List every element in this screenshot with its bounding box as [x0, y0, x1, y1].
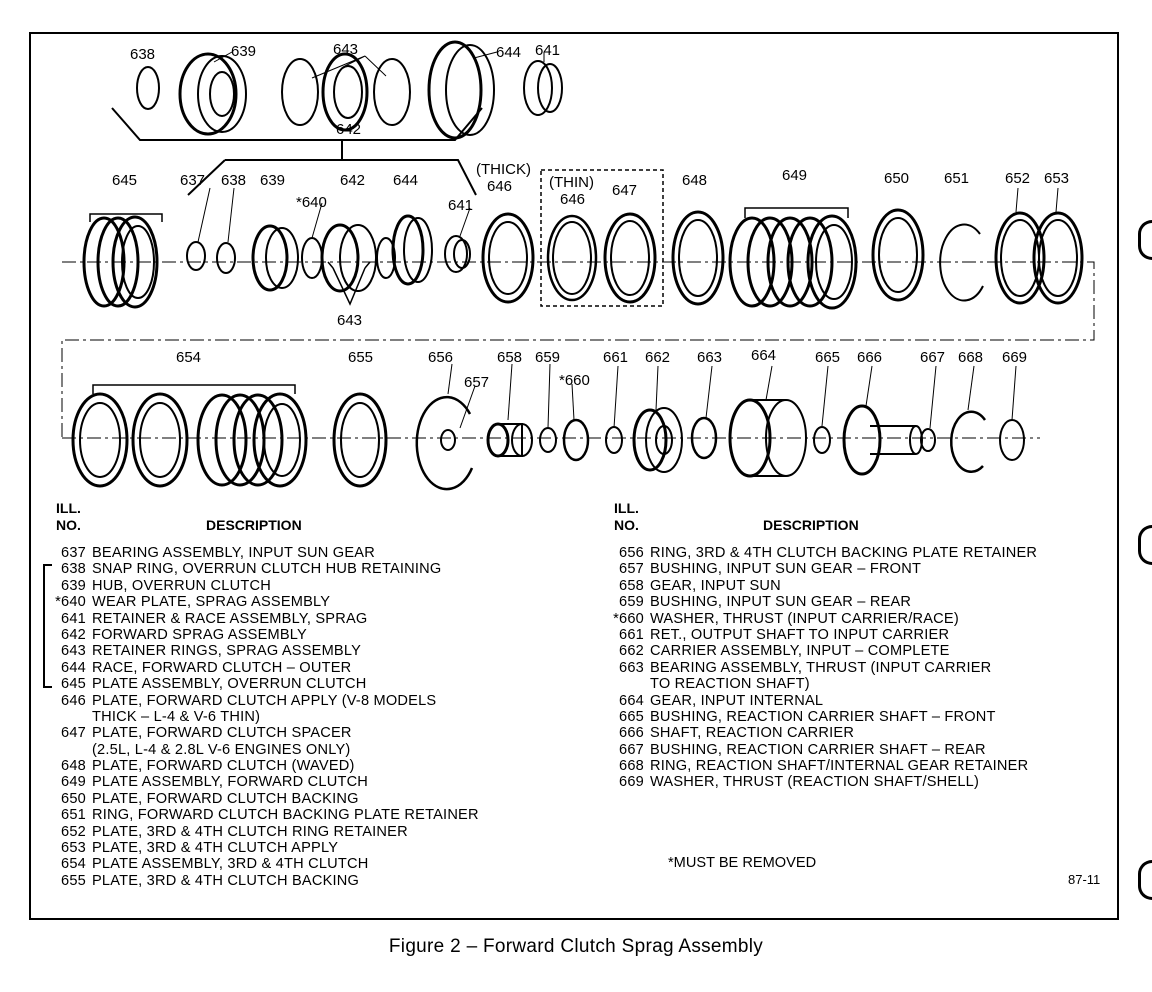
legend-number: 666 — [619, 725, 644, 742]
legend-row — [42, 660, 479, 676]
label-666: 666 — [857, 349, 883, 366]
legend-description: PLATE, FORWARD CLUTCH APPLY (V-8 MODELS — [92, 692, 437, 709]
label-655: 655 — [348, 349, 374, 366]
legend-row — [600, 693, 1037, 709]
legend-row — [600, 594, 1037, 610]
ring-656 — [417, 397, 472, 489]
label-641: 641 — [448, 197, 474, 214]
label-654: 654 — [176, 349, 202, 366]
legend-number: 644 — [61, 659, 86, 676]
legend-row — [600, 660, 1037, 676]
legend-row — [600, 643, 1037, 659]
label-646-thin: 646 — [560, 191, 586, 208]
legend-description: PLATE ASSEMBLY, 3RD & 4TH CLUTCH — [92, 856, 369, 873]
legend-row — [42, 840, 479, 856]
legend-description: WASHER, THRUST (REACTION SHAFT/SHELL) — [650, 774, 980, 791]
legend-left-no: NO. — [56, 517, 81, 533]
label-639-top: 639 — [231, 43, 257, 60]
label-642: 642 — [340, 172, 366, 189]
race-644 — [393, 216, 432, 284]
snap-ring-638 — [217, 243, 235, 273]
legend-row — [42, 742, 479, 758]
label-638-top: 638 — [130, 46, 156, 63]
legend-row — [600, 758, 1037, 774]
legend-row — [42, 676, 479, 692]
label-643-top: 643 — [333, 41, 359, 58]
label-641-top: 641 — [535, 42, 561, 59]
legend-row — [600, 742, 1037, 758]
label-642-top: 642 — [336, 121, 362, 138]
plate-650 — [873, 210, 923, 300]
legend-row — [42, 758, 479, 774]
legend-number: 663 — [619, 659, 644, 676]
legend-row — [600, 545, 1037, 561]
legend-row — [42, 791, 479, 807]
legend-number: 656 — [619, 545, 644, 561]
hub-639-top — [180, 54, 246, 134]
label-644-top: 644 — [496, 44, 522, 61]
legend-description: PLATE, FORWARD CLUTCH SPACER — [92, 725, 352, 742]
legend-number: 659 — [619, 594, 644, 611]
legend-description: WASHER, THRUST (INPUT CARRIER/RACE) — [650, 610, 959, 627]
legend-right-description: DESCRIPTION — [763, 517, 859, 533]
plate-646-thick — [483, 214, 533, 302]
legend-description: PLATE, 3RD & 4TH CLUTCH BACKING — [92, 872, 360, 889]
legend-row — [42, 856, 479, 872]
legend-number: 661 — [619, 626, 644, 643]
plate-647 — [605, 214, 655, 302]
legend-row — [42, 807, 479, 823]
label-650: 650 — [884, 170, 910, 187]
label-656: 656 — [428, 349, 454, 366]
legend-row — [600, 725, 1037, 741]
label-646-thick: 646 — [487, 178, 513, 195]
shaft-666 — [844, 406, 922, 474]
legend-description: FORWARD SPRAG ASSEMBLY — [92, 626, 307, 643]
legend-description: HUB, OVERRUN CLUTCH — [92, 577, 271, 594]
legend-row — [600, 578, 1037, 594]
legend-description: SNAP RING, OVERRUN CLUTCH HUB RETAINING — [92, 561, 442, 578]
legend-description: BUSHING, INPUT SUN GEAR – REAR — [650, 594, 912, 611]
figure-number: 87-11 — [1068, 872, 1101, 887]
label-644: 644 — [393, 172, 419, 189]
label-657: 657 — [464, 374, 490, 391]
legend-row — [42, 824, 479, 840]
sprag-642 — [322, 225, 395, 291]
legend-description: PLATE ASSEMBLY, FORWARD CLUTCH — [92, 774, 369, 791]
plates-654 — [73, 394, 306, 486]
washer-660 — [564, 420, 588, 460]
plate-646-thin — [548, 216, 596, 300]
legend-number: 642 — [61, 626, 86, 643]
label-669: 669 — [1002, 349, 1028, 366]
washer-669 — [1000, 420, 1024, 460]
label-661: 661 — [603, 349, 629, 366]
label-653: 653 — [1044, 170, 1070, 187]
legend-description: BUSHING, REACTION CARRIER SHAFT – FRONT — [650, 708, 996, 725]
plate-653 — [1034, 213, 1082, 303]
ret-661 — [606, 427, 622, 453]
legend-number: 658 — [619, 577, 644, 594]
label-667: 667 — [920, 349, 946, 366]
legend-number: *660 — [613, 610, 644, 627]
legend-description: BUSHING, REACTION CARRIER SHAFT – REAR — [650, 741, 986, 758]
label-646-thin-note: (THIN) — [549, 174, 594, 191]
legend-number: 645 — [61, 676, 86, 693]
retainer-641 — [445, 236, 470, 272]
legend-description: RET., OUTPUT SHAFT TO INPUT CARRIER — [650, 626, 950, 643]
race-644-top — [429, 42, 494, 138]
wear-plate-640 — [302, 238, 322, 278]
legend-number: 654 — [61, 856, 86, 873]
label-645: 645 — [112, 172, 138, 189]
legend-number: 655 — [61, 872, 86, 889]
label-662: 662 — [645, 349, 671, 366]
label-658: 658 — [497, 349, 523, 366]
legend-row — [600, 627, 1037, 643]
hub-639 — [253, 226, 298, 290]
label-659: 659 — [535, 349, 561, 366]
legend-description: GEAR, INPUT INTERNAL — [650, 692, 824, 709]
label-665: 665 — [815, 349, 841, 366]
legend-number: 652 — [61, 823, 86, 840]
label-651: 651 — [944, 170, 970, 187]
ring-651 — [940, 225, 983, 301]
label-637: 637 — [180, 172, 206, 189]
legend-description: PLATE ASSEMBLY, OVERRUN CLUTCH — [92, 676, 367, 693]
legend-row — [42, 545, 479, 561]
legend-number: 643 — [61, 643, 86, 660]
bushing-657 — [441, 430, 455, 450]
label-638: 638 — [221, 172, 247, 189]
legend-number: 649 — [61, 774, 86, 791]
label-649: 649 — [782, 167, 808, 184]
legend-number: 638 — [61, 561, 86, 578]
legend-description: RACE, FORWARD CLUTCH – OUTER — [92, 659, 352, 676]
label-660: *660 — [559, 372, 590, 389]
legend-number: 653 — [61, 840, 86, 857]
label-648: 648 — [682, 172, 708, 189]
legend-number: 667 — [619, 741, 644, 758]
legend-description: BUSHING, INPUT SUN GEAR – FRONT — [650, 561, 922, 578]
plate-655 — [334, 394, 386, 486]
legend-description: PLATE, 3RD & 4TH CLUTCH APPLY — [92, 840, 339, 857]
snap-ring-638-top — [137, 67, 159, 109]
plate-648 — [673, 212, 723, 304]
gear-658 — [488, 424, 532, 456]
legend-description: CARRIER ASSEMBLY, INPUT – COMPLETE — [650, 643, 950, 660]
legend-number: 641 — [61, 610, 86, 627]
legend-row — [600, 561, 1037, 577]
carrier-662 — [634, 408, 682, 472]
legend-number: 651 — [61, 807, 86, 824]
label-663: 663 — [697, 349, 723, 366]
legend-number: 668 — [619, 758, 644, 775]
legend-row — [42, 725, 479, 741]
legend-number: 669 — [619, 774, 644, 791]
legend-number: 664 — [619, 692, 644, 709]
ring-668 — [951, 412, 985, 472]
label-652: 652 — [1005, 170, 1031, 187]
legend-description: BEARING ASSEMBLY, INPUT SUN GEAR — [92, 545, 375, 561]
label-643: 643 — [337, 312, 363, 329]
legend-description: PLATE, 3RD & 4TH CLUTCH RING RETAINER — [92, 823, 408, 840]
legend-number: 637 — [61, 545, 86, 561]
legend-description: RING, REACTION SHAFT/INTERNAL GEAR RETAINER — [650, 758, 1029, 775]
legend-row — [42, 693, 479, 709]
label-647: 647 — [612, 182, 638, 199]
legend-description: WEAR PLATE, SPRAG ASSEMBLY — [92, 594, 331, 611]
legend-row — [42, 561, 479, 577]
legend-description: TO REACTION SHAFT) — [650, 676, 810, 693]
legend-number: 646 — [61, 692, 86, 709]
legend-number: 639 — [61, 577, 86, 594]
legend-row — [600, 611, 1037, 627]
binder-mark — [1138, 220, 1152, 260]
bushing-667 — [921, 429, 935, 451]
retainer-641-top — [524, 61, 562, 115]
legend-right-list — [600, 545, 1037, 791]
legend-row — [42, 611, 479, 627]
legend-description: BEARING ASSEMBLY, THRUST (INPUT CARRIER — [650, 659, 992, 676]
legend-left-description: DESCRIPTION — [206, 517, 302, 533]
binder-mark — [1138, 860, 1152, 900]
legend-row — [42, 643, 479, 659]
legend-description: PLATE, FORWARD CLUTCH (WAVED) — [92, 758, 355, 775]
legend-row — [600, 676, 1037, 692]
legend-number: 657 — [619, 561, 644, 578]
legend-row — [600, 709, 1037, 725]
legend-description: GEAR, INPUT SUN — [650, 577, 781, 594]
plate-652 — [996, 213, 1044, 303]
legend-number: 665 — [619, 708, 644, 725]
legend-row — [42, 709, 479, 725]
legend-description: THICK – L-4 & V-6 THIN) — [92, 708, 261, 725]
must-be-removed-note: *MUST BE REMOVED — [668, 855, 817, 871]
legend-number: 650 — [61, 790, 86, 807]
legend-description: RETAINER & RACE ASSEMBLY, SPRAG — [92, 610, 368, 627]
legend-row — [42, 627, 479, 643]
legend-description: RING, FORWARD CLUTCH BACKING PLATE RETAINER — [92, 807, 479, 824]
legend-description: RETAINER RINGS, SPRAG ASSEMBLY — [92, 643, 362, 660]
label-640: *640 — [296, 194, 327, 211]
legend-right-ill: ILL. — [614, 500, 639, 516]
legend-row — [42, 873, 479, 889]
legend-row — [42, 594, 479, 610]
binder-mark — [1138, 525, 1152, 565]
legend-number: *640 — [55, 594, 86, 611]
label-639: 639 — [260, 172, 286, 189]
label-664: 664 — [751, 347, 777, 364]
legend-description: SHAFT, REACTION CARRIER — [650, 725, 855, 742]
legend-description: (2.5L, L-4 & 2.8L V-6 ENGINES ONLY) — [92, 741, 351, 758]
legend-number: 662 — [619, 643, 644, 660]
legend-right-no: NO. — [614, 517, 639, 533]
legend-row — [42, 774, 479, 790]
figure-caption: Figure 2 – Forward Clutch Sprag Assembly — [388, 936, 764, 957]
bushing-665 — [814, 427, 830, 453]
legend-number: 647 — [61, 725, 86, 742]
label-668: 668 — [958, 349, 984, 366]
legend-row — [42, 578, 479, 594]
bearing-637 — [187, 242, 205, 270]
legend-left-list — [42, 545, 479, 889]
legend-description: RING, 3RD & 4TH CLUTCH BACKING PLATE RETAINER — [650, 545, 1038, 561]
legend-description: PLATE, FORWARD CLUTCH BACKING — [92, 790, 359, 807]
label-646-thick-note: (THICK) — [476, 161, 531, 178]
legend-number: 648 — [61, 758, 86, 775]
bushing-659 — [540, 428, 556, 452]
legend-row — [600, 774, 1037, 790]
legend-left-ill: ILL. — [56, 500, 81, 516]
